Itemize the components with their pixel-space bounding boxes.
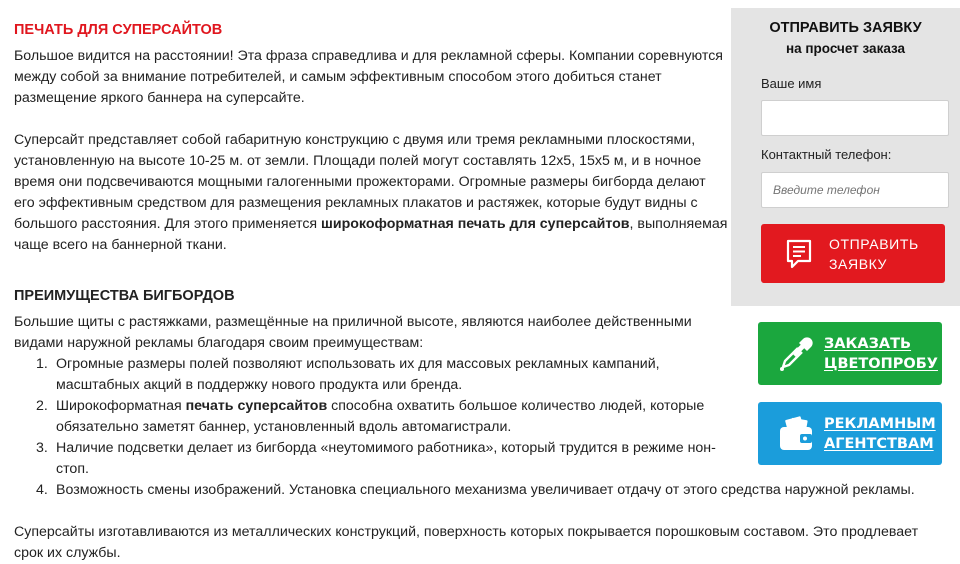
article-title: ПЕЧАТЬ ДЛЯ СУПЕРСАЙТОВ: [14, 22, 223, 38]
list-item-bold: печать суперсайтов: [185, 398, 328, 414]
name-label: Ваше имя: [761, 76, 822, 91]
color-proof-line2: ЦВЕТОПРОБУ: [824, 355, 938, 372]
description-paragraph: [14, 130, 730, 256]
ad-agencies-line2: АГЕНТСТВАМ: [824, 435, 934, 452]
list-item-text: Огромные размеры полей позволяют использовать их для массовых рекламных кампаний, масштабных акций в поддержку нового продукта или бренда.: [56, 356, 660, 393]
phone-label: Контактный телефон:: [761, 147, 892, 162]
list-number: 3.: [36, 440, 48, 456]
list-item-text-start: Широкоформатная: [56, 398, 186, 414]
name-input[interactable]: [761, 100, 949, 136]
form-subtitle: на просчет заказа: [785, 41, 906, 56]
closing-paragraph: Суперсайты изготавливаются из металлических конструкций, поверхность которых покрывается порошковым составом. Это продлевает срок их службы.: [14, 524, 919, 561]
list-number: 4.: [36, 482, 48, 498]
submit-label-line2: ЗАЯВКУ: [829, 255, 888, 272]
list-item: [14, 480, 944, 501]
list-item-text: Возможность смены изображений. Установка специального механизма увеличивает отдачу от этого средства наружной рекламы.: [56, 482, 915, 498]
description-text-start: Суперсайт представляет собой габаритную конструкцию с двумя или тремя рекламными плоскостями, установленную на высоте 10-25 м. от земли. Площади полей могут составлять 12х5, 15х5 м, и в ночное время они подсвечиваются мощными галогенными прожекторами. Огромные размеры бигборда делают его эффективным средством для размещения рекламных плакатов и растяжек, которые будут видны с большого расстояния. Для этого применяется: [14, 132, 706, 232]
advantages-intro: Большие щиты с растяжками, размещённые на приличной высоте, являются наиболее действенными видами наружной рекламы благодаря своим преимуществам:: [14, 314, 692, 351]
order-color-proof-button[interactable]: [758, 322, 942, 385]
description-bold-link: широкоформатная печать для суперсайтов: [321, 216, 630, 232]
order-form: [731, 8, 960, 306]
list-item-text-end: способна охватить большое количество людей, которые обязательно заметят баннер, установленный вдоль автомагистрали.: [56, 398, 705, 435]
advantages-heading: ПРЕИМУЩЕСТВА БИГБОРДОВ: [14, 288, 235, 304]
list-number: 2.: [36, 398, 48, 414]
document-icon: [785, 239, 813, 269]
eyedropper-icon: [776, 334, 816, 374]
phone-input[interactable]: [761, 172, 949, 208]
submit-order-button[interactable]: [761, 224, 945, 283]
color-proof-label: [824, 334, 938, 374]
list-item: [14, 396, 730, 438]
submit-label-line1: ОТПРАВИТЬ: [829, 235, 919, 252]
list-item: [14, 438, 730, 480]
ad-agencies-button[interactable]: [758, 402, 942, 465]
wallet-money-icon: [776, 414, 816, 454]
intro-paragraph: Большое видится на расстоянии! Эта фраза справедлива и для рекламной сферы. Компании соревнуются между собой за внимание потребителей, и самым эффективным способом этого добиться станет размещение яркого баннера на суперсайте.: [14, 48, 723, 106]
description-text-end: , выполняемая чаще всего на баннерной ткани.: [14, 216, 728, 253]
form-title: ОТПРАВИТЬ ЗАЯВКУ: [769, 20, 922, 36]
submit-label: [829, 234, 919, 274]
list-number: 1.: [36, 356, 48, 372]
ad-agencies-line1: РЕКЛАМНЫМ: [824, 415, 936, 432]
color-proof-line1: ЗАКАЗАТЬ: [824, 335, 912, 352]
ad-agencies-label: [824, 414, 936, 454]
list-item-text: Наличие подсветки делает из бигборда «неутомимого работника», который трудится в режиме нон-стоп.: [56, 440, 716, 477]
list-item: [14, 354, 730, 396]
